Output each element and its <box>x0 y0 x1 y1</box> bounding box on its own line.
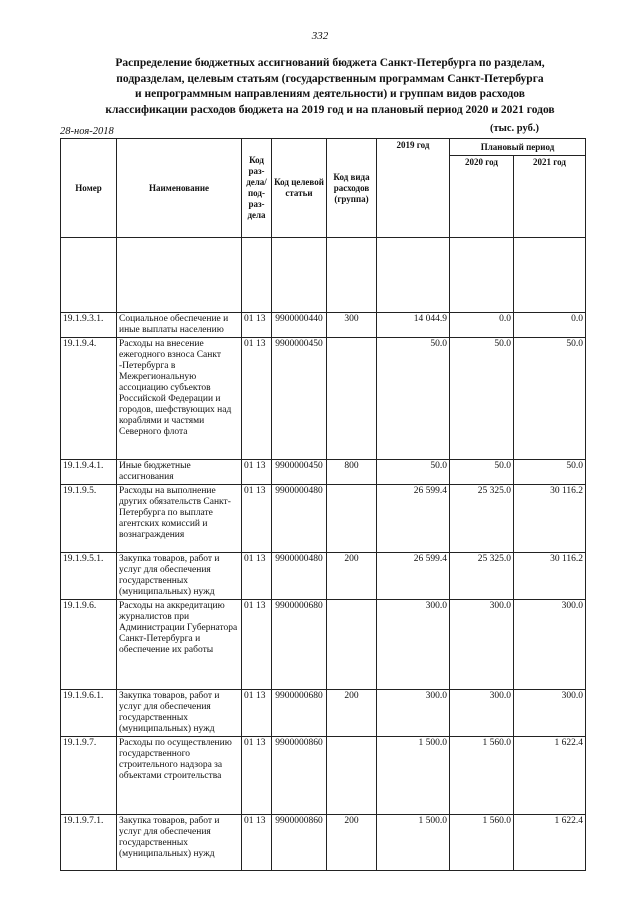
cell-section <box>242 313 272 338</box>
cell-name: Расходы на выполнение других обязательств Санкт-Петербурга по выплате агентских комиссий и вознаграждения <box>117 485 242 553</box>
cell-number: 19.1.9.5. <box>61 485 117 553</box>
header-plan-period: Плановый период <box>450 139 586 156</box>
cell-name: Расходы на внесение ежегодного взноса Санкт -Петербурга в Межрегиональную ассоциацию субъектов Российской Федерации и городов, шефствующих над кораблями и частями Северного флота <box>117 338 242 460</box>
title-line: Распределение бюджетных ассигнований бюджета Санкт-Петербурга по разделам, <box>115 57 545 69</box>
header-section: Код раз- дела/ под- раз- дела <box>242 139 272 238</box>
title-line: классификации расходов бюджета на 2019 год и на плановый период 2020 и 2021 годов <box>105 103 555 116</box>
section-code: 01 <box>244 738 254 748</box>
cell-number: 19.1.9.4.1. <box>61 460 117 485</box>
cell-2019: 26 599.4 <box>377 485 450 553</box>
section-code: 01 <box>244 339 254 349</box>
subsection-code: 13 <box>256 486 266 496</box>
cell-name: Расходы по осуществлению государственного строительного надзора за объектами строительства <box>117 737 242 815</box>
cell-expense-type <box>327 600 377 690</box>
section-code: 01 <box>244 691 254 701</box>
cell-name: Иные бюджетные ассигнования <box>117 460 242 485</box>
cell-2021: 1 622.4 <box>514 737 586 815</box>
subsection-code: 13 <box>256 339 266 349</box>
subsection-code: 13 <box>256 816 266 826</box>
cell-expense-type <box>327 338 377 460</box>
cell-name: Закупка товаров, работ и услуг для обеспечения государственных (муниципальных) нужд <box>117 690 242 737</box>
header-expense-type: Код вида расходов (группа) <box>327 139 377 238</box>
subsection-code: 13 <box>256 461 266 471</box>
table-row <box>61 600 586 690</box>
section-code: 01 <box>244 601 254 611</box>
cell-2019: 26 599.4 <box>377 553 450 600</box>
table-row <box>61 737 586 815</box>
cell-target: 9900000440 <box>272 313 327 338</box>
cell-target: 9900000480 <box>272 553 327 600</box>
cell-2019: 300.0 <box>377 690 450 737</box>
cell-target: 9900000680 <box>272 690 327 737</box>
cell-2019: 50.0 <box>377 460 450 485</box>
header-2021: 2021 год <box>514 156 586 238</box>
cell-2020: 25 325.0 <box>450 485 514 553</box>
cell-2019: 1 500.0 <box>377 815 450 871</box>
cell-2019: 1 500.0 <box>377 737 450 815</box>
cell-2020: 1 560.0 <box>450 815 514 871</box>
cell-section <box>242 737 272 815</box>
units-label: (тыс. руб.) <box>490 123 539 134</box>
cell-section <box>242 338 272 460</box>
cell-section <box>242 485 272 553</box>
cell-target: 9900000450 <box>272 460 327 485</box>
cell-number: 19.1.9.6. <box>61 600 117 690</box>
cell-2020: 50.0 <box>450 338 514 460</box>
header-name: Наименование <box>117 139 242 238</box>
subsection-code: 13 <box>256 554 266 564</box>
cell-2021: 30 116.2 <box>514 485 586 553</box>
table-row <box>61 553 586 600</box>
section-code: 01 <box>244 486 254 496</box>
table-row <box>61 815 586 871</box>
cell-2020: 1 560.0 <box>450 737 514 815</box>
cell-number: 19.1.9.7.1. <box>61 815 117 871</box>
table-row <box>61 690 586 737</box>
section-code: 01 <box>244 554 254 564</box>
cell-section <box>242 690 272 737</box>
cell-name: Социальное обеспечение и иные выплаты населению <box>117 313 242 338</box>
cell-expense-type: 300 <box>327 313 377 338</box>
cell-number: 19.1.9.5.1. <box>61 553 117 600</box>
table-row <box>61 485 586 553</box>
cell-2020: 25 325.0 <box>450 553 514 600</box>
cell-expense-type: 200 <box>327 690 377 737</box>
cell-section <box>242 553 272 600</box>
cell-target: 9900000680 <box>272 600 327 690</box>
subsection-code: 13 <box>256 601 266 611</box>
section-code: 01 <box>244 314 254 324</box>
cell-2020: 0.0 <box>450 313 514 338</box>
cell-target: 9900000480 <box>272 485 327 553</box>
cell-section <box>242 460 272 485</box>
cell-2020: 300.0 <box>450 600 514 690</box>
cell-target: 9900000450 <box>272 338 327 460</box>
cell-2019: 300.0 <box>377 600 450 690</box>
spacer-row <box>61 238 586 313</box>
cell-target: 9900000860 <box>272 815 327 871</box>
cell-2021: 0.0 <box>514 313 586 338</box>
cell-number: 19.1.9.3.1. <box>61 313 117 338</box>
cell-2021: 50.0 <box>514 460 586 485</box>
cell-section <box>242 815 272 871</box>
cell-number: 19.1.9.4. <box>61 338 117 460</box>
cell-2021: 30 116.2 <box>514 553 586 600</box>
cell-2020: 50.0 <box>450 460 514 485</box>
table-row <box>61 460 586 485</box>
subsection-code: 13 <box>256 738 266 748</box>
cell-name: Расходы на аккредитацию журналистов при Администрации Губернатора Санкт-Петербурга и обеспечение их работы <box>117 600 242 690</box>
cell-expense-type: 800 <box>327 460 377 485</box>
title-line: и непрограммным направлениям деятельности) и группам видов расходов <box>135 88 525 100</box>
cell-expense-type <box>327 485 377 553</box>
cell-2020: 300.0 <box>450 690 514 737</box>
cell-expense-type: 200 <box>327 815 377 871</box>
cell-2021: 1 622.4 <box>514 815 586 871</box>
document-date: 28-ноя-2018 <box>60 126 114 137</box>
cell-name: Закупка товаров, работ и услуг для обеспечения государственных (муниципальных) нужд <box>117 815 242 871</box>
header-target: Код целевой статьи <box>272 139 327 238</box>
cell-expense-type <box>327 737 377 815</box>
cell-expense-type: 200 <box>327 553 377 600</box>
subsection-code: 13 <box>256 691 266 701</box>
cell-2021: 300.0 <box>514 690 586 737</box>
table-row <box>61 313 586 338</box>
header-2019: 2019 год <box>377 139 450 238</box>
header-number: Номер <box>61 139 117 238</box>
header-2020: 2020 год <box>450 156 514 238</box>
cell-2021: 50.0 <box>514 338 586 460</box>
cell-2019: 50.0 <box>377 338 450 460</box>
subsection-code: 13 <box>256 314 266 324</box>
document-title <box>60 56 600 118</box>
section-code: 01 <box>244 816 254 826</box>
cell-name: Закупка товаров, работ и услуг для обеспечения государственных (муниципальных) нужд <box>117 553 242 600</box>
cell-number: 19.1.9.6.1. <box>61 690 117 737</box>
cell-section <box>242 600 272 690</box>
cell-2021: 300.0 <box>514 600 586 690</box>
cell-2019: 14 044.9 <box>377 313 450 338</box>
budget-table <box>60 138 586 871</box>
cell-number: 19.1.9.7. <box>61 737 117 815</box>
page-number: 332 <box>311 30 329 42</box>
table-row <box>61 338 586 460</box>
section-code: 01 <box>244 461 254 471</box>
title-line: подразделам, целевым статьям (государственным программам Санкт-Петербурга <box>116 72 544 85</box>
cell-target: 9900000860 <box>272 737 327 815</box>
